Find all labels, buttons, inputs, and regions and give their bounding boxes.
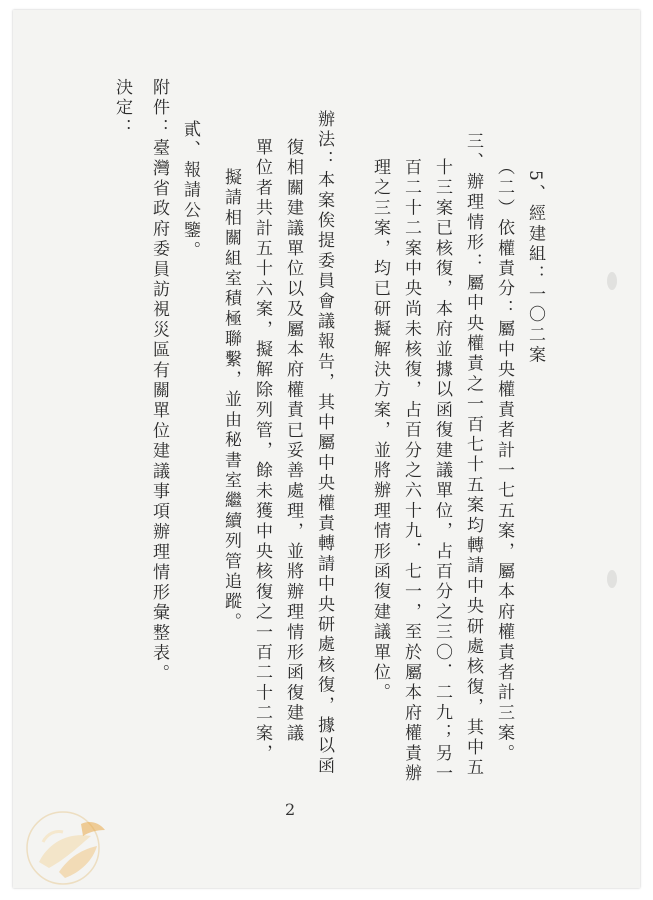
- handling-status-line-1: 三、辦理情形：屬中央權責之一百七十五案均轉請中央研處核復，其中五: [463, 132, 483, 779]
- method-line-3: 單位者共計五十六案，擬解除列管，餘未獲中央核復之一百二十二案，: [252, 138, 272, 765]
- handling-status-line-2: 十三案已核復，本府並據以函復建議單位，占百分之三〇．二九；另一: [432, 158, 452, 785]
- handling-status-line-3: 百二十二案中央尚未核復，占百分之六十九．七一，至於屬本府權責辦: [401, 158, 421, 785]
- attachment-note: 附件：臺灣省政府委員訪視災區有關單位建議事項辦理情形彙整表。: [149, 78, 169, 684]
- report-for-review: 貳、報請公鑒。: [180, 120, 200, 262]
- method-line-2: 復相關建議單位以及屬本府權責已妥善處理，並將辦理情形函復建議: [283, 138, 303, 744]
- document-page: [13, 10, 640, 888]
- method-line-4: 擬請相關組室積極聯繫，並由秘書室繼續列管追蹤。: [221, 168, 241, 633]
- decision-label: 決定：: [112, 78, 132, 139]
- page-number: 2: [285, 800, 296, 819]
- binding-hole-mark: [607, 272, 617, 290]
- method-line-1: 辦法：本案俟提委員會議報告，其中屬中央權責轉請中央研處核復，據以函: [314, 110, 334, 777]
- section-item-economic-group: 5、經建組：一〇二案: [525, 170, 545, 366]
- authority-breakdown: （二）依權責分：屬中央權責者計一七五案，屬本府權責者計三案。: [494, 158, 514, 764]
- taiwan-archive-logo-icon: [19, 802, 115, 888]
- binding-hole-mark: [607, 570, 617, 588]
- handling-status-line-4: 理之三案，均已研擬解決方案，並將辦理情形函復建議單位。: [370, 158, 390, 704]
